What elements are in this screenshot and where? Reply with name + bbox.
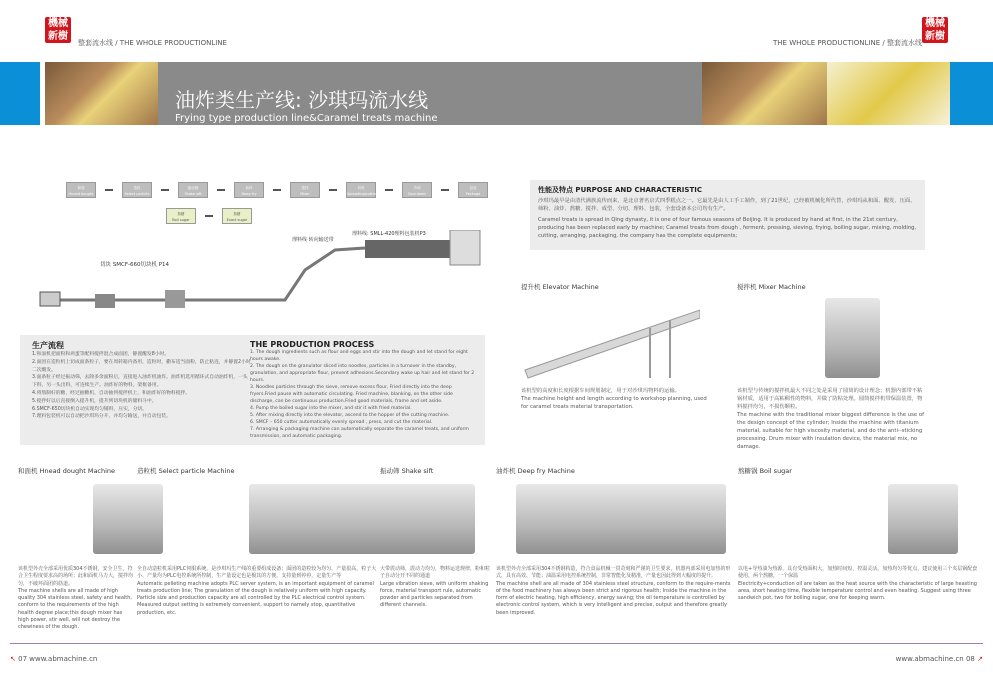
purpose-cn: 沙琪玛最早是由清代满族流传而来，是北京著名京式四季糕点之一。它最先是由人工手工制作，到了21世纪，已经被机械化所代替，沙琪玛从和面、醒发、压面、筛粉、油炸、熬糖、搅拌、成型、分切、理料、包装，全套设备本公司均有生产。 (538, 198, 916, 212)
process-step: 4. Pump the boiled sugar into the mixer, and stir it with fried material. (250, 406, 412, 411)
machine-label: 和面机 Hnead dought Machine (18, 467, 116, 475)
flow-connector (273, 189, 281, 191)
flow-step-en: Mixer (300, 192, 310, 196)
machine-label: 搅拌机 Mixer Machine (737, 283, 806, 291)
machine-desc-cn: 该机型外壳全部采用优质304不锈钢，安全卫生，符合卫生程度要求高的场所；此和面机马力大，搅拌均匀，不破坏面团的筋道。 (18, 566, 134, 587)
machine-desc-en: The machine height and length according to workshop planning, used for caramel treats material transportation. (521, 396, 707, 410)
process-step: 2.面团在造粒机上切成面条粒子，要在周转箱内备用，造粒时，撒布适当面粉，防止粘连，并静置2小时二次醒发。 (32, 359, 251, 373)
machine-desc-cn: 大带震动筛，震动力均匀，物料运送规律，粉和粒子自动分开不同的通道 (380, 566, 491, 580)
machine-desc-en: Automatic pelleting machine adopts PLC server system, is an important equipment of caramel treats production line; The granulation of the dough is relatively uniform with high capacity. Particle size and production capacity are all controlled by the PLC electrical control system. Measured output setting is extremely convenient, support to namely stop, quantitative production, etc. (137, 580, 374, 616)
flow-step-cn: 熬糖 (177, 212, 185, 216)
flow-connector (205, 215, 213, 217)
banner-title-en: Frying type production line&Caramel treats machine (175, 113, 438, 124)
process-step: 5. After mixing directly into the elevator, ascend to the hopper of the cutting machine. (250, 413, 450, 418)
flow-connector (441, 189, 449, 191)
machine-image (249, 484, 429, 554)
machine-image (93, 484, 163, 554)
process-step: 7.理料包装机可以自动把沙琪玛分开，并均匀输送，并自动包装。 (32, 414, 171, 420)
machine-image (405, 484, 475, 554)
flow-step-en: Shake sift (184, 192, 202, 196)
machine-image (516, 484, 726, 554)
machine-desc (738, 566, 978, 602)
flow-step-en: Hnead dought (68, 192, 94, 196)
machine-desc-cn: 该机型外壳全部采用304不锈钢构造，符合食品机械一贯苛刻和严谨的卫生要求，机器内部采用电加热的形式，具有高效、节能；油温采用电控系统控制，非常智能化及精准，产量也因此得到大幅度的提升。 (496, 566, 731, 580)
page-number: 07 (18, 655, 28, 663)
flow-step-en: Select particle (124, 192, 150, 196)
flow-step-en: Exact sugar (226, 218, 248, 222)
flow-step-en: Package (465, 192, 481, 196)
purpose-title: 性能及特点 PURPOSE AND CHARACTERISTIC (538, 186, 702, 194)
purpose-en: Caramel treats is spread in Qing dynasty, it is one of four famous seasons of Beijing. It is produced by hand at first, in the 21st century, producing has been replaced early by machine; Caramel treats from dough , ferment, pressing, sieving, frying, boiling sugar, mixing, molding, cutting, arranging, packaging, the company has the complete equipments; (538, 217, 917, 239)
flow-connector (385, 189, 393, 191)
banner-title-cn: 油炸类生产线: 沙琪玛流水线 (175, 88, 429, 112)
machine-desc-en: The machine shell are all made of 304 stainless steel structure, conform to the require-ments of the food machinery has always been strict and rigorous health; Inside the machine in the form of electric heating, high efficiency, energy saving; the oil temperature is controlled by electronic control system, which is very intelligent and precise, output and therefore greatly been improved. (496, 580, 731, 616)
process-en (250, 340, 478, 440)
process-step: 1. The dough ingredients such as flour and eggs and stir into the dough and let stand for eight hours awake. (250, 350, 468, 362)
process-step: 1.和面机把面粉和鸡蛋等配料搅拌混合成面团，静置醒发8小时。 (32, 352, 170, 357)
accent-bar (0, 62, 40, 125)
machine-desc (496, 566, 734, 617)
flow-step (458, 182, 488, 198)
flow-step-sub (166, 208, 196, 224)
machine-desc-cn: 该机型与传统的搅拌机最大不同之处是采用了圆筒的设计理念；机器内部带不粘锅材质，适用于高粘稠性的物料，并做了防粘处理。圆筒搅拌机带保温装置，物料搅拌均匀，不损伤颗粒。 (737, 388, 923, 410)
product-photo (45, 62, 158, 125)
machine-desc-en: The machine shells are all made of high quality 304 stainless steel, safety and health, conform to the requirements of the high health degree place;this dough mixer has high power, stir well, will not destroy the chewiness of the dough. (18, 587, 132, 631)
machine-desc-en: Large vibration sieve, with uniform shaking force, material transport rule, automatic powder and particles separated from different channels. (380, 580, 489, 609)
flow-step-cn: 油炸 (245, 186, 253, 190)
flow-connector (161, 189, 169, 191)
flow-step-cn: 包装 (469, 186, 477, 190)
process-step: 7. Arranging & packaging machine can automatically separate the caramel treats, and uniform transmission, and automatic packaging. (250, 427, 469, 439)
footer-divider (10, 643, 983, 644)
machine-desc-cn: 全自动造粒机采用PLC伺服系统，是沙琪玛生产线的重要组成设备；面团的造粒较为均匀，产量很高，粒子大小、产量均为PLC电控系统所控制，生产量设定也是极其的方便，支持量到停停，定量生产等 (137, 566, 377, 580)
process-step: 3. Noodles particles through the sieve, remove excess flour, Fried directly into the deep fryers.Fried pause with automatic circulating. Fried machine, blanking, on the other side discharge, can be continuous production.Fried good materials, frame and set aside. (250, 385, 453, 404)
process-step: 2. The dough on the granulator sliced into noodles, particles in a turnover in the standby, granulation, and appropriate flour, prevent adhesions.Secondary wake up hair and let stand for 2 hours. (250, 364, 475, 383)
arrow-icon: ↖ (10, 655, 16, 663)
purpose-section (530, 180, 925, 250)
flow-step-cn: 熬糖 (233, 212, 241, 216)
machine-label: 油炸机 Deep fry Machine (496, 467, 575, 475)
flow-chart-sub (166, 208, 252, 224)
flow-step-cn: 造粒 (133, 186, 141, 190)
process-step: 3.面条粒子经过振动筛，去除多余面粉后，直接进入油炸机油炸。油炸机选用循环式自动油炸机，一头下料，另一头出料，可连续生产。油炸好的物料，架框备用。 (32, 375, 248, 389)
flow-step (122, 182, 152, 198)
process-title-en: THE PRODUCTION PROCESS (250, 340, 375, 349)
machine-label: 熬糖锅 Boil sugar (738, 467, 792, 475)
flow-step-en: Spreading/cutting (347, 192, 379, 196)
machine-desc (18, 566, 133, 632)
flow-step (346, 182, 379, 198)
flow-step (402, 182, 432, 198)
banner-right (497, 62, 702, 125)
cutter-label: 切块 SMCF-660切块机 P14 (100, 262, 170, 268)
flow-chart (66, 182, 488, 198)
machine-desc-cn: 该机型的高度和长度根据车间规划制定，用于对沙琪玛物料的运输。 (521, 388, 680, 394)
production-line-drawing (35, 230, 490, 320)
flow-step-en: Deep fry (241, 192, 257, 196)
page-number: 08 (965, 655, 975, 663)
machine-desc (137, 566, 377, 617)
arrow-icon: ↗ (977, 655, 983, 663)
process-step: 6. SMCF – 650 cutter automatically evenly spread , press, and cut the material. (250, 420, 433, 425)
machine-desc (521, 387, 711, 411)
flow-step-cn: 切块 (357, 186, 365, 190)
process-cn (32, 340, 252, 421)
machine-desc-en: The machine with the traditional mixer biggest difference is the use of the design concept of the cylinder; Inside the machine with titanium material, suitable for high viscosity material, and do the anti--sticking processing. Drum mixer with insulation device, the material mix, no damage. (737, 412, 924, 450)
process-section (20, 335, 485, 445)
flow-step-cn: 冷却 (413, 186, 421, 190)
machine-desc (380, 566, 492, 610)
process-title-cn: 生产流程 (32, 341, 64, 350)
flow-connector (329, 189, 337, 191)
footer-right (896, 655, 983, 663)
flow-step-sub (222, 208, 252, 224)
machine-label: 振动筛 Shake sift (380, 467, 434, 475)
flow-step-en: Cool down (407, 192, 427, 196)
machine-label: 提升机 Elevator Machine (521, 283, 599, 291)
elevator-image (520, 300, 700, 380)
header-right: THE WHOLE PRODUCTIONLINE / 整套流水线 (773, 39, 922, 47)
flow-step (66, 182, 96, 198)
machine-desc-en: Electricity+conduction oil are taken as the heat source with the characteristic of large heasting area, short heating time, flexible temperature control and even heating. Suggest using three sandwich pot, two for boiling sugar, one for keeping warm. (738, 580, 977, 602)
footer-url[interactable]: www.abmachine.cn (895, 655, 964, 663)
machine-desc-cn: 以电+导热油为热源，具有受热面积大，加热时间短，控温灵活，加热均匀等优点，建议使用三个夹层锅配套使用，两个熬糖，一个保温 (738, 566, 978, 580)
machine-label: 造粒机 Select particle Machine (137, 467, 235, 475)
product-photo (702, 62, 827, 125)
flow-step-cn: 振动筛 (187, 186, 199, 190)
flow-connector (217, 189, 225, 191)
machine-image (888, 484, 958, 554)
process-step: 4.将熬制好的糖，经过抽糖机，自动抽到搅拌机上，和油炸好的物料搅拌。 (32, 390, 191, 396)
flow-step (234, 182, 264, 198)
process-step: 6.SMCF-650切块机自动实现均匀铺料，压实，分切。 (32, 406, 148, 412)
accent-bar (950, 62, 993, 125)
footer-url[interactable]: www.abmachine.cn (29, 655, 98, 663)
conveyor-label: 理料线 转向输送带 (292, 237, 334, 243)
mixer-image (825, 298, 880, 378)
packer-label: 理料线: SMLL-420理料包装机P3 (352, 231, 426, 237)
logo: 機械 新樹 (922, 17, 948, 43)
header-left: 整套流水线 / THE WHOLE PRODUCTIONLINE (78, 39, 227, 47)
flow-step (290, 182, 320, 198)
flow-step-cn: 和面 (77, 186, 85, 190)
flow-step-cn: 搅拌 (301, 186, 309, 190)
banner (158, 62, 498, 125)
logo: 機械 新樹 (45, 17, 71, 43)
flow-step (178, 182, 208, 198)
package-photo (827, 62, 950, 125)
flow-connector (105, 189, 113, 191)
footer-left (10, 655, 97, 663)
process-step: 5.搅拌好以后直接倒入提升机，提升到切块机的储料斗中。 (32, 398, 157, 404)
machine-desc (737, 387, 927, 451)
flow-step-en: Boil sugar (172, 218, 190, 222)
